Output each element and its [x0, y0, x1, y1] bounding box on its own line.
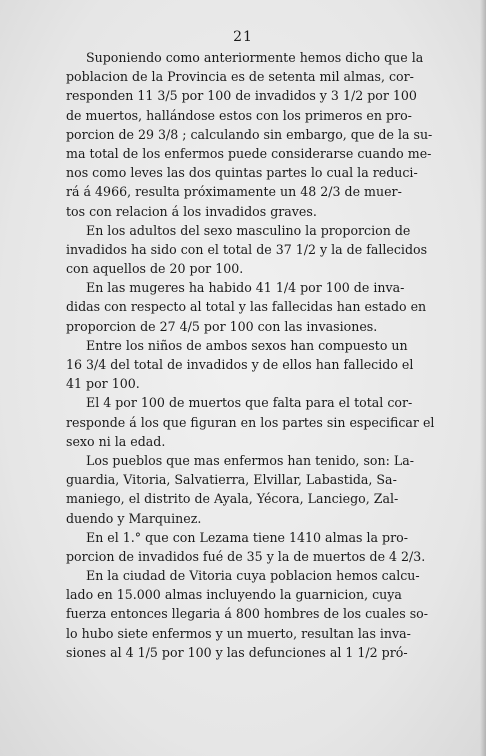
page-number: 21: [233, 29, 253, 45]
page-edge-shadow: [480, 0, 486, 756]
text-line: ma total de los enfermos puede considerarse cuando me-: [66, 145, 432, 161]
text-line: Los pueblos que mas enfermos han tenido, son: La-: [86, 452, 414, 468]
text-line: didas con respecto al total y las fallecidas han estado en: [66, 299, 427, 315]
text-line: maniego, el distrito de Ayala, Yécora, Lanciego, Zal-: [66, 491, 399, 507]
text-line: poblacion de la Provincia es de setenta mil almas, cor-: [66, 69, 414, 85]
text-line: El 4 por 100 de muertos que falta para el total cor-: [86, 395, 413, 411]
text-line: Suponiendo como anteriormente hemos dicho que la: [86, 50, 424, 65]
text-line: En las mugeres ha habido 41 1/4 por 100 de inva-: [86, 280, 405, 296]
text-line: fuerza entonces llegaria á 800 hombres de los cuales so-: [66, 606, 429, 622]
text-line: porcion de invadidos fué de 35 y la de muertos de 4 2/3.: [66, 548, 426, 564]
text-line: de muertos, hallándose estos con los primeros en pro-: [66, 107, 412, 123]
text-line: proporcion de 27 4/5 por 100 con las invasiones.: [66, 318, 378, 334]
text-line: En los adultos del sexo masculino la proporcion de: [86, 222, 411, 238]
text-line: Entre los niños de ambos sexos han compuesto un: [86, 337, 408, 353]
text-line: lado en 15.000 almas incluyendo la guarnicion, cuya: [66, 587, 402, 603]
text-line: 16 3/4 del total de invadidos y de ellos han fallecido el: [66, 357, 414, 372]
text-line: con aquellos de 20 por 100.: [66, 261, 244, 277]
text-line: nos como leves las dos quintas partes lo cual la reduci-: [66, 165, 418, 181]
text-line: porcion de 29 3/8 ; calculando sin embargo, que de la su-: [66, 126, 433, 142]
text-line: responde á los que figuran en los partes sin especificar el: [66, 414, 435, 430]
text-line: En el 1.° que con Lezama tiene 1410 almas la pro-: [86, 529, 408, 545]
text-line: duendo y Marquinez.: [66, 510, 202, 526]
body-text: [66, 48, 435, 662]
text-line: tos con relacion á los invadidos graves.: [66, 203, 317, 219]
text-line: rá á 4966, resulta próximamente un 48 2/3 de muer-: [66, 184, 402, 200]
text-line: siones al 4 1/5 por 100 y las defunciones al 1 1/2 pró-: [66, 644, 408, 660]
text-line: invadidos ha sido con el total de 37 1/2 y la de fallecidos: [66, 241, 428, 257]
text-line: En la ciudad de Vitoria cuya poblacion hemos calcu-: [86, 568, 420, 584]
text-line: responden 11 3/5 por 100 de invadidos y 3 1/2 por 100: [66, 88, 417, 104]
text-line: guardia, Vitoria, Salvatierra, Elvillar, Labastida, Sa-: [66, 472, 397, 488]
text-line: 41 por 100.: [66, 376, 140, 392]
text-line: sexo ni la edad.: [66, 433, 166, 449]
text-line: lo hubo siete enfermos y un muerto, resultan las inva-: [66, 625, 411, 641]
